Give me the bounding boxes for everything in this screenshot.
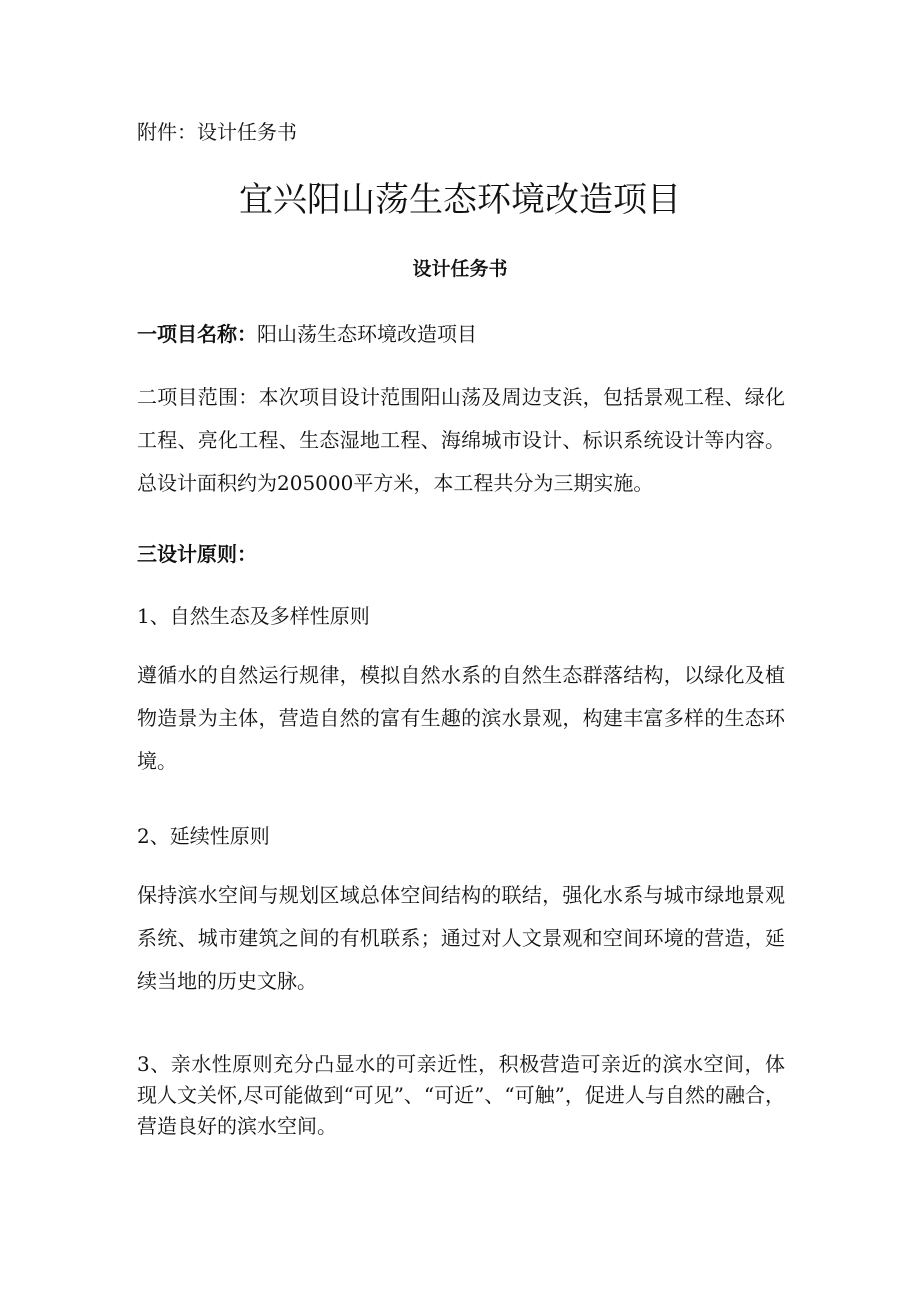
project-name-label: 一项目名称： xyxy=(137,322,257,346)
project-name-line xyxy=(137,322,477,346)
design-principles-heading: 三设计原则： xyxy=(137,542,257,566)
project-scope-paragraph: 二项目范围：本次项目设计范围阳山荡及周边支浜，包括景观工程、绿化工程、亮化工程、生态湿地工程、海绵城市设计、标识系统设计等内容。总设计面积约为205000平方米，本工程共分为三期实施。 xyxy=(137,385,785,495)
attachment-label: 附件：设计任务书 xyxy=(137,120,297,144)
document-subtitle: 设计任务书 xyxy=(412,258,508,280)
project-name-value: 阳山荡生态环境改造项目 xyxy=(257,322,477,346)
principle-2-heading: 2、延续性原则 xyxy=(137,824,270,848)
principle-1-heading: 1、自然生态及多样性原则 xyxy=(137,604,370,628)
document-title: 宜兴阳山荡生态环境改造项目 xyxy=(239,180,681,220)
principle-2-body: 保持滨水空间与规划区域总体空间结构的联结，强化水系与城市绿地景观系统、城市建筑之间的有机联系；通过对人文景观和空间环境的营造，延续当地的历史文脉。 xyxy=(137,883,785,993)
principle-1-body: 遵循水的自然运行规律，模拟自然水系的自然生态群落结构，以绿化及植物造景为主体，营造自然的富有生趣的滨水景观，构建丰富多样的生态环境。 xyxy=(137,663,785,773)
principle-3-body: 3、亲水性原则充分凸显水的可亲近性，积极营造可亲近的滨水空间，体现人文关怀,尽可能做到“可见”、“可近”、“可触”，促进人与自然的融合，营造良好的滨水空间。 xyxy=(137,1052,785,1138)
